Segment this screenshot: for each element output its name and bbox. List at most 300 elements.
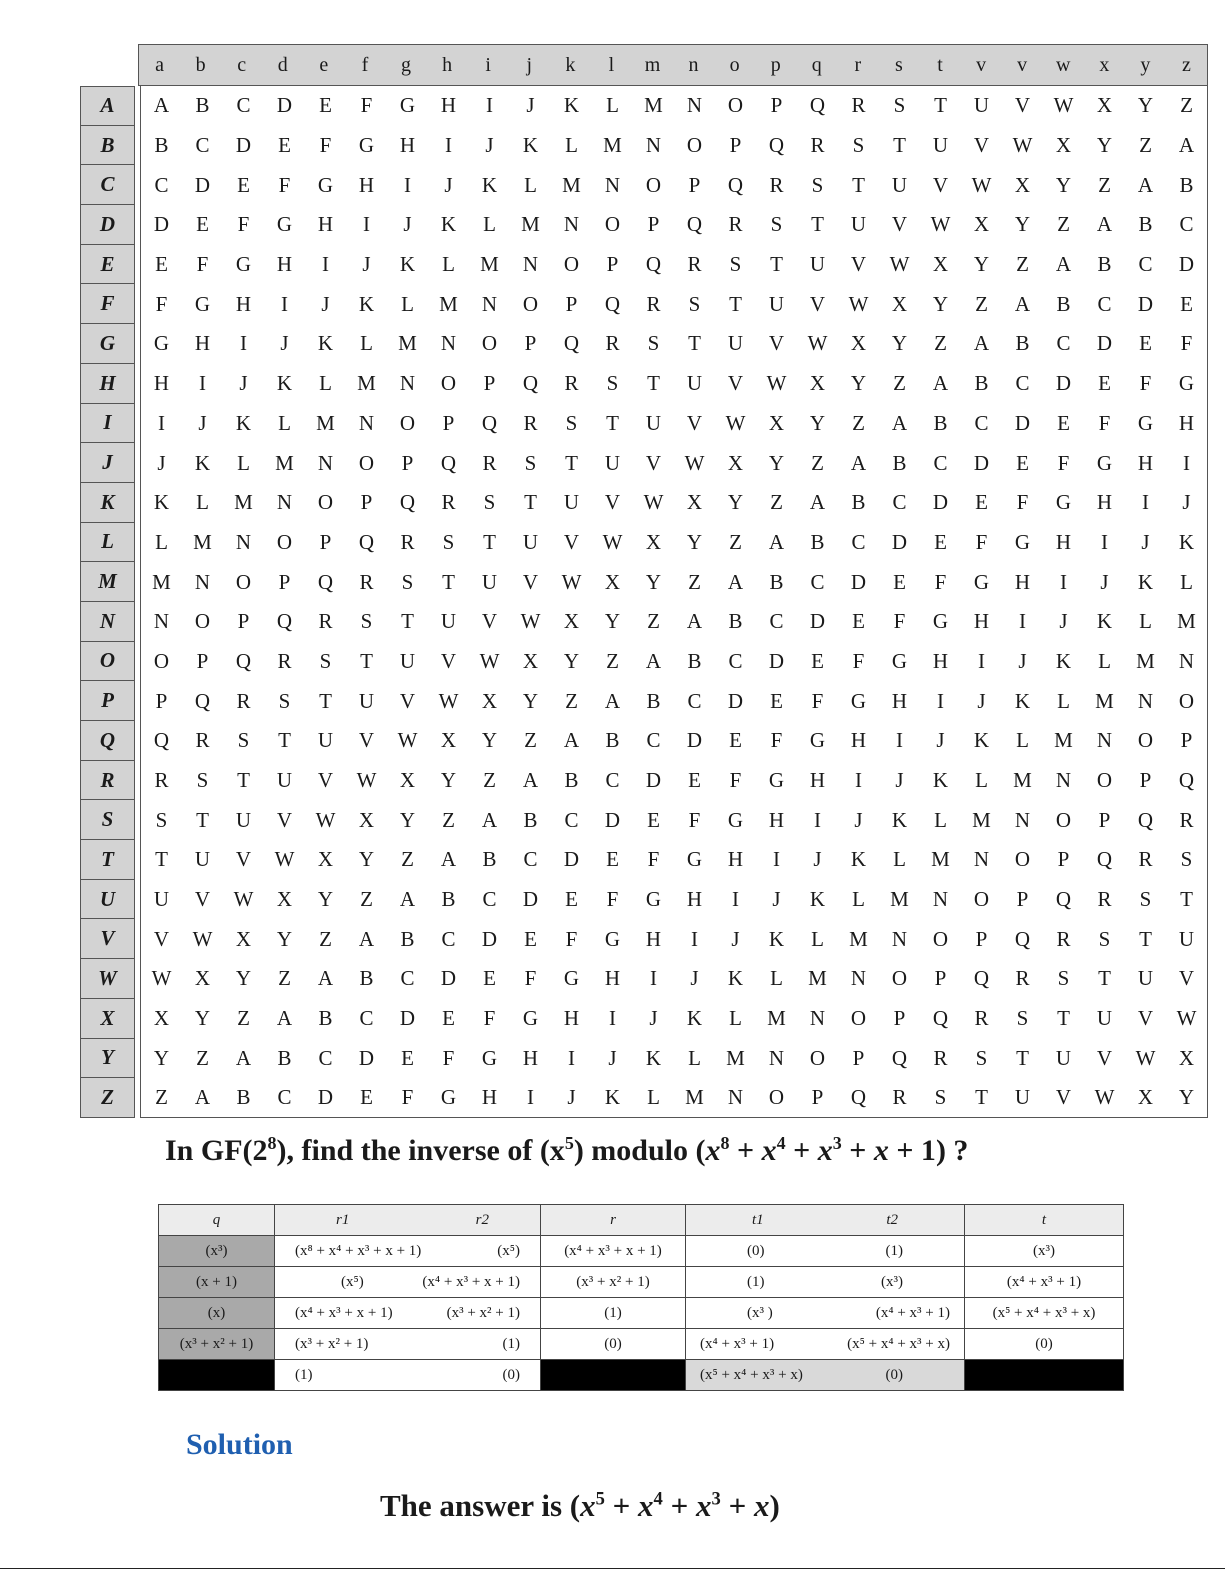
problem-statement <box>165 1134 968 1168</box>
vigenere-cell: E <box>606 847 619 872</box>
vigenere-cell: P <box>483 371 496 396</box>
vigenere-cell: U <box>973 93 990 118</box>
vigenere-cell: O <box>1055 807 1072 832</box>
vigenere-cell: O <box>645 172 662 197</box>
vigenere-row <box>80 364 1208 404</box>
vigenere-cell: U <box>317 728 334 753</box>
vigenere-cell: S <box>729 252 742 277</box>
vigenere-cell: Y <box>481 728 498 753</box>
vigenere-cell: X <box>358 807 375 832</box>
vigenere-cell: A <box>727 569 744 594</box>
vigenere-cell: O <box>522 291 539 316</box>
solution-title: Solution <box>186 1428 293 1461</box>
vigenere-cell: O <box>1178 688 1195 713</box>
vigenere-cell: N <box>194 569 211 594</box>
row-header: W <box>80 959 135 999</box>
vigenere-cell: J <box>936 728 945 753</box>
vigenere-cell: F <box>524 966 537 991</box>
vigenere-cell: T <box>524 490 537 515</box>
vigenere-cell: G <box>809 728 826 753</box>
vigenere-cell: L <box>401 291 414 316</box>
vigenere-cell: R <box>400 529 415 554</box>
vigenere-cell: U <box>1137 966 1154 991</box>
q-cell: (x) <box>159 1298 275 1329</box>
r-cell: (0) <box>541 1329 686 1360</box>
vigenere-cell: P <box>237 609 250 634</box>
vigenere-cell: X <box>891 291 908 316</box>
row-header: H <box>80 364 135 404</box>
vigenere-cell: N <box>891 926 908 951</box>
vigenere-cell: V <box>276 807 293 832</box>
vigenere-cell: F <box>483 1006 496 1031</box>
vigenere-cell: S <box>483 490 496 515</box>
vigenere-cell: N <box>522 252 539 277</box>
vigenere-cell: P <box>155 688 168 713</box>
vigenere-cell: R <box>1179 807 1194 832</box>
vigenere-cell: O <box>153 648 170 673</box>
vigenere-cell: M <box>603 133 622 158</box>
column-header: h <box>442 53 453 76</box>
vigenere-cell: B <box>728 609 743 634</box>
vigenere-cell: R <box>933 1045 948 1070</box>
vigenere-cell: V <box>1178 966 1195 991</box>
vigenere-cell: E <box>1016 450 1029 475</box>
vigenere-cell: M <box>849 926 868 951</box>
column-header: l <box>608 53 615 76</box>
vigenere-cell: E <box>442 1006 455 1031</box>
vigenere-cell: V <box>727 371 744 396</box>
vigenere-cell: B <box>933 410 948 435</box>
vigenere-cell: Y <box>932 291 949 316</box>
vigenere-cell: X <box>481 688 498 713</box>
vigenere-cell: P <box>524 331 537 356</box>
vigenere-cell: Q <box>563 331 580 356</box>
vigenere-cell: F <box>606 887 619 912</box>
column-header: c <box>237 53 247 76</box>
vigenere-cell: Y <box>235 966 252 991</box>
column-header: b <box>195 53 206 76</box>
vigenere-cell: D <box>522 887 539 912</box>
vigenere-cell: I <box>322 252 329 277</box>
vigenere-cell: S <box>975 1045 988 1070</box>
vigenere-cell: U <box>276 768 293 793</box>
vigenere-cell: D <box>153 212 170 237</box>
vigenere-cell: Q <box>932 1006 949 1031</box>
vigenere-cell: W <box>848 291 869 316</box>
vigenere-cell: N <box>563 212 580 237</box>
vigenere-cell: B <box>769 569 784 594</box>
column-header: w <box>1056 53 1071 76</box>
vigenere-row <box>80 681 1208 721</box>
column-header: f <box>361 53 369 76</box>
vigenere-cell: R <box>318 609 333 634</box>
column-header: k <box>565 53 576 76</box>
vigenere-cell: Z <box>1098 172 1111 197</box>
vigenere-cell: J <box>690 966 699 991</box>
vigenere-cell: R <box>195 728 210 753</box>
vigenere-cell: J <box>321 291 330 316</box>
vigenere-cell: P <box>606 252 619 277</box>
vigenere-cell: J <box>198 410 207 435</box>
vigenere-cell: X <box>563 609 580 634</box>
vigenere-cell: D <box>891 529 908 554</box>
vigenere-cell: X <box>153 1006 170 1031</box>
euclid-header-row <box>159 1205 1124 1236</box>
vigenere-cell: L <box>1180 569 1193 594</box>
vigenere-cell: W <box>602 529 623 554</box>
vigenere-cell: H <box>276 252 293 277</box>
vigenere-cell: Y <box>194 1006 211 1031</box>
vigenere-cell: E <box>1057 410 1070 435</box>
vigenere-cell: Z <box>196 1045 209 1070</box>
vigenere-cell: I <box>158 410 165 435</box>
problem-suffix: ) ? <box>935 1134 969 1167</box>
vigenere-cell: W <box>233 887 254 912</box>
vigenere-cell: V <box>194 887 211 912</box>
vigenere-cell: J <box>239 371 248 396</box>
vigenere-cell: Z <box>811 450 824 475</box>
vigenere-cell: S <box>155 807 168 832</box>
vigenere-cell: X <box>645 529 662 554</box>
vigenere-cell: G <box>235 252 252 277</box>
vigenere-cell: E <box>401 1045 414 1070</box>
vigenere-cell: W <box>397 728 418 753</box>
vigenere-cell: J <box>649 1006 658 1031</box>
vigenere-cell: S <box>606 371 619 396</box>
vigenere-cell: X <box>1137 1085 1154 1110</box>
row-header: K <box>80 483 135 523</box>
vigenere-cell: O <box>809 1045 826 1070</box>
vigenere-cell: N <box>358 410 375 435</box>
vigenere-cell: N <box>768 1045 785 1070</box>
vigenere-cell: Q <box>809 93 826 118</box>
vigenere-cell: G <box>1096 450 1113 475</box>
vigenere-cell: Q <box>399 490 416 515</box>
vigenere-cell: S <box>811 172 824 197</box>
vigenere-cell: P <box>1057 847 1070 872</box>
column-header: v <box>1017 53 1028 76</box>
vigenere-cell: D <box>235 133 252 158</box>
vigenere-cell: W <box>643 490 664 515</box>
vigenere-cell: W <box>274 847 295 872</box>
vigenere-cell: G <box>1137 410 1154 435</box>
vigenere-cell: B <box>974 371 989 396</box>
row-header: O <box>80 642 135 682</box>
vigenere-cell: U <box>686 371 703 396</box>
column-header: r <box>854 53 862 76</box>
vigenere-cell: T <box>1139 926 1152 951</box>
vigenere-cell: A <box>481 807 498 832</box>
vigenere-cell: N <box>1137 688 1154 713</box>
vigenere-cell: G <box>1014 529 1031 554</box>
vigenere-cell: Y <box>440 768 457 793</box>
vigenere-cell: A <box>932 371 949 396</box>
vigenere-cell: X <box>317 847 334 872</box>
vigenere-cell: F <box>893 609 906 634</box>
vigenere-cell: X <box>522 648 539 673</box>
vigenere-cell: J <box>854 807 863 832</box>
vigenere-cell: X <box>1055 133 1072 158</box>
vigenere-cell: A <box>973 331 990 356</box>
row-header: S <box>80 800 135 840</box>
row-header: X <box>80 999 135 1039</box>
vigenere-cell: X <box>440 728 457 753</box>
vigenere-cell: G <box>481 1045 498 1070</box>
t-cell: (x⁴ + x³ + 1) <box>965 1267 1124 1298</box>
vigenere-cell: J <box>1018 648 1027 673</box>
vigenere-cell: X <box>727 450 744 475</box>
vigenere-cell: J <box>444 172 453 197</box>
vigenere-column-headers <box>138 44 1208 86</box>
vigenere-cell: D <box>727 688 744 713</box>
vigenere-cell: D <box>768 648 785 673</box>
vigenere-cell: G <box>973 569 990 594</box>
vigenere-cell: M <box>890 887 909 912</box>
vigenere-cell: P <box>852 1045 865 1070</box>
vigenere-cell: A <box>399 887 416 912</box>
vigenere-cell: U <box>153 887 170 912</box>
vigenere-cell: L <box>483 212 496 237</box>
vigenere-cell: A <box>153 93 170 118</box>
row-header: G <box>80 324 135 364</box>
vigenere-cell: G <box>727 807 744 832</box>
vigenere-cell: G <box>358 133 375 158</box>
vigenere-cell: C <box>277 1085 292 1110</box>
vigenere-cell: M <box>562 172 581 197</box>
row-header: J <box>80 443 135 483</box>
vigenere-cell: J <box>895 768 904 793</box>
vigenere-cell: J <box>280 331 289 356</box>
vigenere-cell: W <box>766 371 787 396</box>
vigenere-cell: R <box>154 768 169 793</box>
vigenere-cell: L <box>360 331 373 356</box>
vigenere-cell: I <box>445 133 452 158</box>
vigenere-cell: L <box>975 768 988 793</box>
vigenere-cell: I <box>650 966 657 991</box>
vigenere-cell: I <box>691 926 698 951</box>
vigenere-cell: B <box>523 807 538 832</box>
vigenere-row <box>80 1078 1208 1118</box>
vigenere-cell: A <box>563 728 580 753</box>
vigenere-cell: T <box>237 768 250 793</box>
vigenere-cell: Z <box>1139 133 1152 158</box>
vigenere-cell: B <box>318 1006 333 1031</box>
vigenere-cell: E <box>729 728 742 753</box>
vigenere-cell: F <box>811 688 824 713</box>
vigenere-cell: A <box>768 529 785 554</box>
vigenere-cell: V <box>440 648 457 673</box>
vigenere-cell: X <box>1178 1045 1195 1070</box>
vigenere-table <box>80 44 1208 1118</box>
vigenere-cell: V <box>522 569 539 594</box>
vigenere-cell: W <box>438 688 459 713</box>
vigenere-cell: F <box>565 926 578 951</box>
column-header: g <box>401 53 411 76</box>
vigenere-cell: P <box>319 529 332 554</box>
vigenere-cell: O <box>399 410 416 435</box>
vigenere-cell: L <box>934 807 947 832</box>
vigenere-cell: K <box>932 768 949 793</box>
vigenere-cell: J <box>1141 529 1150 554</box>
vigenere-cell: R <box>810 133 825 158</box>
vigenere-cell: B <box>1179 172 1194 197</box>
vigenere-cell: R <box>236 688 251 713</box>
vigenere-cell: P <box>565 291 578 316</box>
vigenere-cell: N <box>1014 807 1031 832</box>
column-header: x <box>1099 53 1110 76</box>
problem-mid2: ) modulo ( <box>573 1134 706 1167</box>
vigenere-cell: C <box>933 450 948 475</box>
vigenere-cell: P <box>934 966 947 991</box>
vigenere-cell: J <box>772 887 781 912</box>
vigenere-cell: K <box>194 450 211 475</box>
vigenere-cell: C <box>441 926 456 951</box>
vigenere-cell: A <box>194 1085 211 1110</box>
vigenere-cell: F <box>155 291 168 316</box>
vigenere-row <box>80 126 1208 166</box>
vigenere-cell: T <box>155 847 168 872</box>
vigenere-row <box>80 205 1208 245</box>
vigenere-cell: D <box>932 490 949 515</box>
vigenere-cell: R <box>482 450 497 475</box>
vigenere-cell: D <box>317 1085 334 1110</box>
vigenere-cell: M <box>808 966 827 991</box>
t1-t2-cell: (x⁴ + x³ + 1) (x⁵ + x⁴ + x³ + x) <box>686 1329 965 1360</box>
vigenere-cell: C <box>1138 252 1153 277</box>
vigenere-cell: U <box>604 450 621 475</box>
vigenere-cell: C <box>646 728 661 753</box>
vigenere-cell: D <box>809 609 826 634</box>
vigenere-row <box>80 86 1208 126</box>
vigenere-cell: C <box>810 569 825 594</box>
vigenere-cell: G <box>440 1085 457 1110</box>
vigenere-row <box>80 404 1208 444</box>
vigenere-cell: H <box>932 648 949 673</box>
vigenere-cell: S <box>1098 926 1111 951</box>
vigenere-cell: O <box>727 93 744 118</box>
vigenere-cell: L <box>196 490 209 515</box>
row-header: U <box>80 880 135 920</box>
vigenere-cell: O <box>276 529 293 554</box>
vigenere-cell: E <box>1098 371 1111 396</box>
vigenere-cell: M <box>152 569 171 594</box>
vigenere-cell: E <box>1139 331 1152 356</box>
vigenere-cell: M <box>972 807 991 832</box>
vigenere-cell: A <box>604 688 621 713</box>
vigenere-cell: I <box>568 1045 575 1070</box>
vigenere-cell: Q <box>604 291 621 316</box>
r-cell <box>541 1360 686 1391</box>
vigenere-cell: Q <box>768 133 785 158</box>
vigenere-row <box>80 999 1208 1039</box>
vigenere-cell: O <box>440 371 457 396</box>
problem-mid: ), find the inverse of (x <box>276 1134 565 1167</box>
vigenere-cell: Q <box>153 728 170 753</box>
vigenere-cell: C <box>318 1045 333 1070</box>
vigenere-cell: T <box>1016 1045 1029 1070</box>
vigenere-cell: A <box>358 926 375 951</box>
vigenere-cell: L <box>647 1085 660 1110</box>
vigenere-cell: Z <box>237 1006 250 1031</box>
vigenere-cell: I <box>199 371 206 396</box>
vigenere-cell: J <box>977 688 986 713</box>
vigenere-cell: D <box>358 1045 375 1070</box>
vigenere-cell: V <box>1014 93 1031 118</box>
vigenere-cell: X <box>973 212 990 237</box>
vigenere-cell: L <box>688 1045 701 1070</box>
vigenere-cell: N <box>399 371 416 396</box>
vigenere-cell: R <box>769 172 784 197</box>
vigenere-cell: H <box>194 331 211 356</box>
vigenere-cell: C <box>359 1006 374 1031</box>
vigenere-cell: I <box>609 1006 616 1031</box>
vigenere-cell: N <box>645 133 662 158</box>
r-cell: (x⁴ + x³ + x + 1) <box>541 1236 686 1267</box>
vigenere-cell: L <box>237 450 250 475</box>
vigenere-cell: R <box>1056 926 1071 951</box>
vigenere-cell: J <box>813 847 822 872</box>
t1-t2-cell: (1) (x³) <box>686 1267 965 1298</box>
vigenere-cell: G <box>522 1006 539 1031</box>
vigenere-cell: K <box>276 371 293 396</box>
euclid-row <box>159 1360 1124 1391</box>
row-header: M <box>80 562 135 602</box>
vigenere-cell: R <box>605 331 620 356</box>
vigenere-cell: T <box>401 609 414 634</box>
vigenere-cell: T <box>934 93 947 118</box>
vigenere-cell: T <box>319 688 332 713</box>
t1-t2-cell: (0) (1) <box>686 1236 965 1267</box>
vigenere-cell: W <box>561 569 582 594</box>
column-header: m <box>644 53 661 76</box>
row-header: C <box>80 165 135 205</box>
vigenere-cell: K <box>809 887 826 912</box>
vigenere-cell: L <box>811 926 824 951</box>
vigenere-cell: C <box>728 648 743 673</box>
vigenere-cell: Q <box>1178 768 1195 793</box>
euclid-table <box>158 1204 1124 1391</box>
vigenere-cell: W <box>684 450 705 475</box>
vigenere-cell: Z <box>565 688 578 713</box>
vigenere-cell: Y <box>399 807 416 832</box>
column-header: e <box>319 53 329 76</box>
vigenere-cell: P <box>360 490 373 515</box>
vigenere-cell: Q <box>1137 807 1154 832</box>
vigenere-cell: O <box>1137 728 1154 753</box>
euclid-row <box>159 1236 1124 1267</box>
vigenere-cell: U <box>645 410 662 435</box>
vigenere-cell: Y <box>645 569 662 594</box>
vigenere-cell: G <box>317 172 334 197</box>
vigenere-cell: B <box>1015 331 1030 356</box>
vigenere-cell: F <box>975 529 988 554</box>
vigenere-cell: G <box>891 648 908 673</box>
vigenere-cell: S <box>196 768 209 793</box>
vigenere-cell: Z <box>401 847 414 872</box>
t-cell: (x⁵ + x⁴ + x³ + x) <box>965 1298 1124 1329</box>
vigenere-cell: I <box>773 847 780 872</box>
vigenere-cell: B <box>687 648 702 673</box>
column-header: v <box>976 53 987 76</box>
vigenere-cell: Y <box>973 252 990 277</box>
vigenere-cell: J <box>157 450 166 475</box>
r1-r2-cell: (x⁵) (x⁴ + x³ + x + 1) <box>275 1267 541 1298</box>
vigenere-cell: J <box>1059 609 1068 634</box>
vigenere-cell: N <box>440 331 457 356</box>
vigenere-cell: C <box>605 768 620 793</box>
vigenere-cell: S <box>401 569 414 594</box>
problem-exp2: 5 <box>564 1133 574 1153</box>
